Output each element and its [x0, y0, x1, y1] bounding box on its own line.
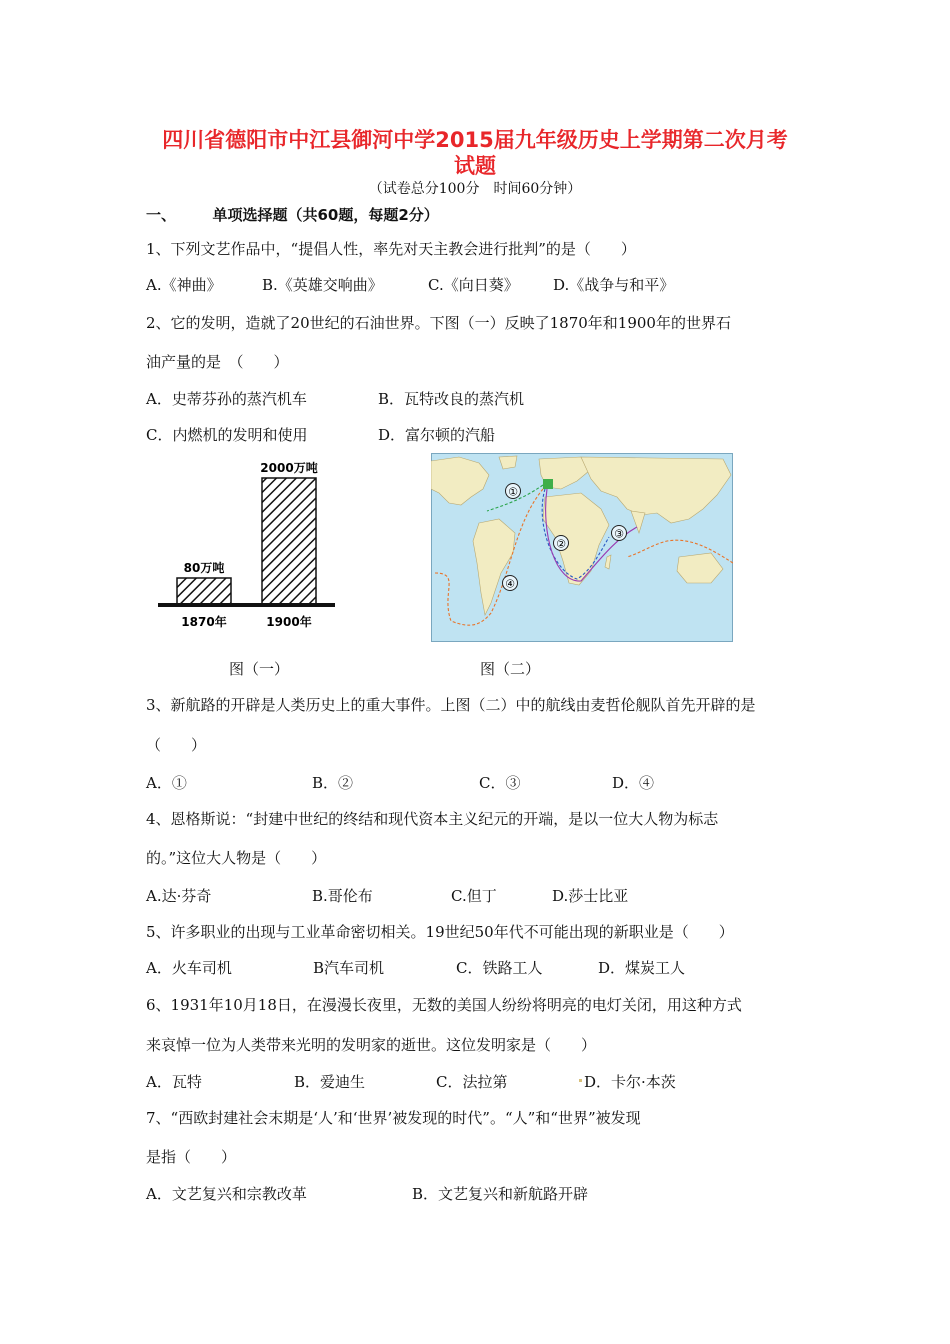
- section-number: 一、: [146, 206, 177, 224]
- q2-option-a: A．史蒂芬孙的蒸汽机车: [146, 390, 307, 408]
- q4-option-d: D.莎士比亚: [552, 887, 629, 905]
- q1-option-d: D.《战争与和平》: [553, 276, 675, 294]
- data-label-1870年: 80万吨: [183, 561, 225, 575]
- data-label-1900年: 2000万吨: [260, 461, 318, 475]
- question-4-line1: 4、恩格斯说：“封建中世纪的终结和现代资本主义纪元的开端，是以一位大人物为标志: [146, 810, 719, 828]
- exam-title-line1: 四川省德阳市中江县御河中学2015届九年级历史上学期第二次月考: [162, 128, 788, 152]
- question-7-line1: 7、“西欧封建社会末期是‘人’和‘世界’被发现的时代”。“人”和“世界”被发现: [146, 1109, 641, 1127]
- route-marker-2: [554, 536, 569, 551]
- tick-label-1900年: 1900年: [266, 615, 312, 629]
- bar-1870年: [177, 578, 231, 604]
- route-marker-3: [612, 526, 627, 541]
- bar-1900年: [262, 478, 316, 604]
- q3-option-b: B．②: [312, 774, 354, 792]
- q1-option-b: B.《英雄交响曲》: [262, 276, 383, 294]
- question-3-line2: （ ）: [146, 736, 207, 754]
- q6-option-d: D．卡尔·本茨: [584, 1073, 676, 1091]
- svg-text:③: ③: [614, 527, 624, 541]
- route-marker-1: [506, 484, 521, 499]
- q2-option-d: D．富尔顿的汽船: [378, 426, 496, 444]
- tick-label-1870年: 1870年: [181, 615, 227, 629]
- q1-option-a: A.《神曲》: [146, 276, 222, 294]
- question-6-line1: 6、1931年10月18日，在漫漫长夜里，无数的美国人纷纷将明亮的电灯关闭，用这种方式: [146, 996, 742, 1014]
- figure-1-caption: 图（一）: [229, 660, 290, 678]
- svg-text:②: ②: [556, 537, 566, 551]
- exam-subtitle: （试卷总分100分 时间60分钟）: [368, 181, 582, 197]
- q2-option-b: B．瓦特改良的蒸汽机: [378, 390, 525, 408]
- q4-option-c: C.但丁: [451, 887, 497, 905]
- q3-option-c: C．③: [479, 774, 521, 792]
- q7-option-b: B．文艺复兴和新航路开辟: [412, 1185, 589, 1203]
- stray-dot: [579, 1079, 582, 1082]
- question-7-line2: 是指（ ）: [146, 1148, 237, 1166]
- question-2-line2: 油产量的是 （ ）: [146, 353, 289, 371]
- question-6-line2: 来哀悼一位为人类带来光明的发明家的逝世。这位发明家是（ ）: [146, 1036, 597, 1054]
- svg-text:④: ④: [505, 577, 515, 591]
- q5-option-a: A．火车司机: [146, 959, 232, 977]
- svg-text:①: ①: [508, 485, 518, 499]
- question-4-line2: 的。”这位大人物是（ ）: [146, 849, 327, 867]
- q1-option-c: C.《向日葵》: [428, 276, 519, 294]
- q6-option-a: A．瓦特: [146, 1073, 202, 1091]
- q5-option-c: C．铁路工人: [456, 959, 543, 977]
- q2-option-c: C．内燃机的发明和使用: [146, 426, 308, 444]
- question-3-line1: 3、新航路的开辟是人类历史上的重大事件。上图（二）中的航线由麦哲伦舰队首先开辟的是: [146, 696, 756, 714]
- q5-option-b: B汽车司机: [313, 959, 385, 977]
- question-5: 5、许多职业的出现与工业革命密切相关。19世纪50年代不可能出现的新职业是（ ）: [146, 923, 734, 941]
- q3-option-a: A．①: [146, 774, 187, 792]
- iberia-highlight: [543, 479, 553, 489]
- section-heading: [146, 204, 439, 225]
- route-marker-4: [503, 576, 518, 591]
- q3-option-d: D．④: [612, 774, 655, 792]
- figure-2-caption: 图（二）: [480, 660, 541, 678]
- figure-2-map: [431, 453, 733, 642]
- question-2-line1: 2、它的发明，造就了20世纪的石油世界。下图（一）反映了1870年和1900年的世界石: [146, 314, 731, 332]
- q6-option-b: B．爱迪生: [294, 1073, 366, 1091]
- figure-1-chart: [155, 450, 340, 635]
- exam-title-line2: 试题: [454, 154, 496, 178]
- q4-option-b: B.哥伦布: [312, 887, 373, 905]
- question-1: 1、下列文艺作品中，“提倡人性，率先对天主教会进行批判”的是（ ）: [146, 240, 636, 258]
- q7-option-a: A．文艺复兴和宗教改革: [146, 1185, 307, 1203]
- q6-option-c: C．法拉第: [436, 1073, 508, 1091]
- section-title: 单项选择题（共60题，每题2分）: [212, 206, 439, 224]
- q4-option-a: A.达·芬奇: [146, 887, 212, 905]
- q5-option-d: D．煤炭工人: [598, 959, 686, 977]
